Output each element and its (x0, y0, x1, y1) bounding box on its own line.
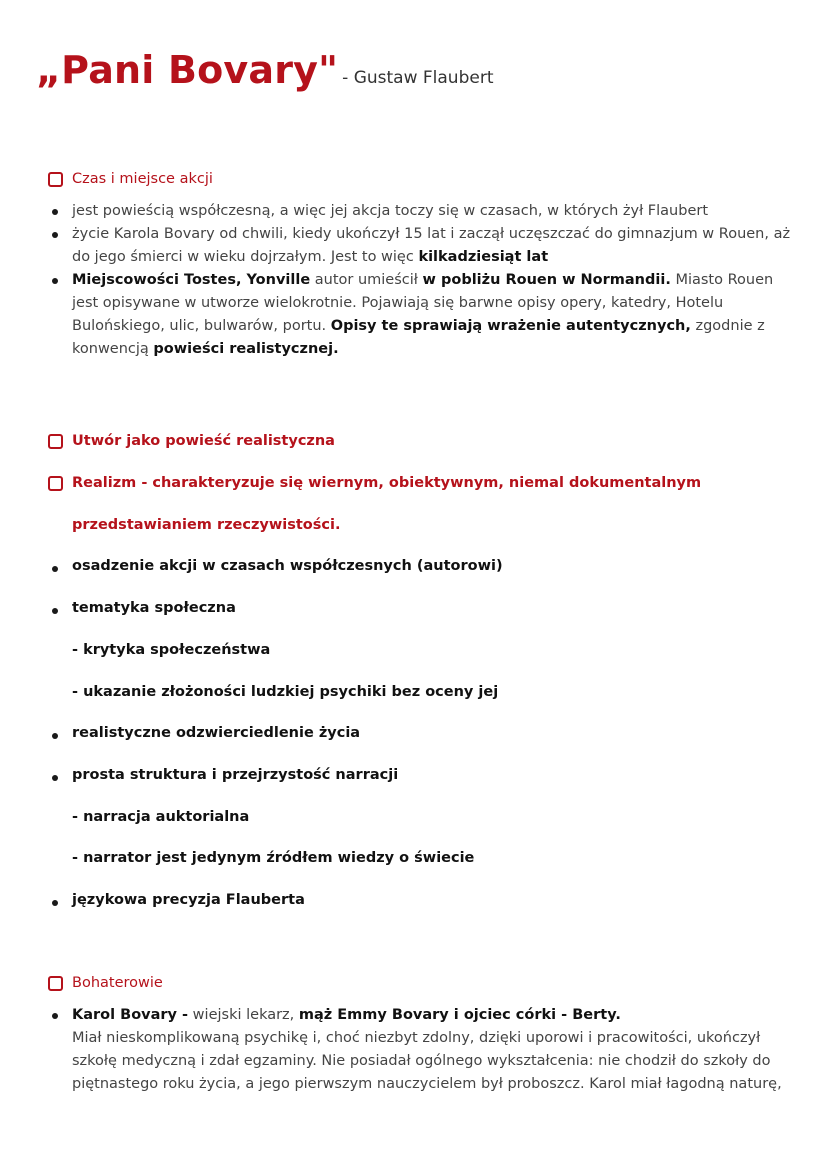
bullet-bold-text: Miejscowości Tostes, Yonville (72, 272, 311, 288)
list-item (52, 223, 802, 269)
checkbox-icon (48, 434, 63, 449)
checkbox-icon (48, 476, 63, 491)
checkbox-icon (48, 976, 63, 991)
list-item: prosta struktura i przejrzystość narracji (52, 767, 398, 783)
bullet-bold-text: mąż Emmy Bovary i ojciec córki - Berty. (298, 1007, 621, 1023)
bullet-bold-text: kilkadziesiąt lat (418, 249, 549, 265)
checkbox-icon (48, 172, 63, 187)
author-name: - Gustaw Flaubert (342, 68, 494, 88)
heading-realism (48, 475, 701, 491)
sub-item: - ukazanie złożoności ludzkiej psychiki bez oceny jej (72, 684, 499, 700)
bullet-bold-text: Opisy te sprawiają wrażenie autentycznych, (330, 318, 691, 334)
heading-label: Realizm - charakteryzuje się wiernym, obiektywnym, niemal dokumentalnym (72, 475, 702, 491)
bullet-bold-text: w pobliżu Rouen w Normandii. (422, 272, 671, 288)
sub-item: - krytyka społeczeństwa (72, 642, 271, 658)
bullet-bold-text: powieści realistycznej. (153, 341, 339, 357)
character-name: Karol Bovary - (72, 1007, 189, 1023)
bullet-text: zgodnie z konwencją (72, 318, 765, 357)
bullet-text: wiejski lekarz, (188, 1007, 299, 1023)
list-item (52, 269, 802, 361)
bullet-text: życie Karola Bovary od chwili, kiedy ukończył 15 lat i zaczął uczęszczać do gimnazjum w Rouen, aż do jego śmierci w wieku dojrzałym. Jest to więc (72, 226, 791, 265)
bullet-text: jest powieścią współczesną, a więc jej akcja toczy się w czasach, w których żył Flaubert (72, 203, 709, 219)
bullet-text: autor umieścił (310, 272, 423, 288)
title-block (36, 48, 494, 92)
list-item (52, 1004, 802, 1096)
page-title: „Pani Bovary" (36, 48, 339, 92)
heading-realistic-novel (48, 433, 335, 449)
list-item: osadzenie akcji w czasach współczesnych (autorowi) (52, 558, 503, 574)
heading-label: Bohaterowie (72, 975, 163, 991)
bullet-text: Miasto Rouen jest opisywane w utworze wielokrotnie. Pojawiają się barwne opisy opery, katedry, Hotelu Bulońskiego, ulic, bulwarów, portu. (72, 272, 774, 334)
heading-characters (48, 975, 163, 991)
heading-label: Czas i miejsce akcji (72, 171, 213, 187)
heading-label: Utwór jako powieść realistyczna (72, 433, 335, 449)
sub-item: - narrator jest jedynym źródłem wiedzy o świecie (72, 850, 475, 866)
heading-time-place (48, 171, 213, 187)
list-item: tematyka społeczna (52, 600, 236, 616)
realism-continuation: przedstawianiem rzeczywistości. (72, 517, 341, 533)
list-item (52, 200, 802, 223)
list-item: językowa precyzja Flauberta (52, 892, 305, 908)
character-description: Miał nieskomplikowaną psychikę i, choć niezbyt zdolny, dzięki uporowi i pracowitości, ukończył szkołę medyczną i zdał egzaminy. Nie posiadał ogólnego wykształcenia: nie chodził do szkoły do piętnastego roku życia, a jego pierwszym nauczycielem był proboszcz. Karol miał łagodną naturę, (72, 1030, 782, 1092)
list-item: realistyczne odzwierciedlenie życia (52, 725, 360, 741)
sub-item: - narracja auktorialna (72, 809, 250, 825)
